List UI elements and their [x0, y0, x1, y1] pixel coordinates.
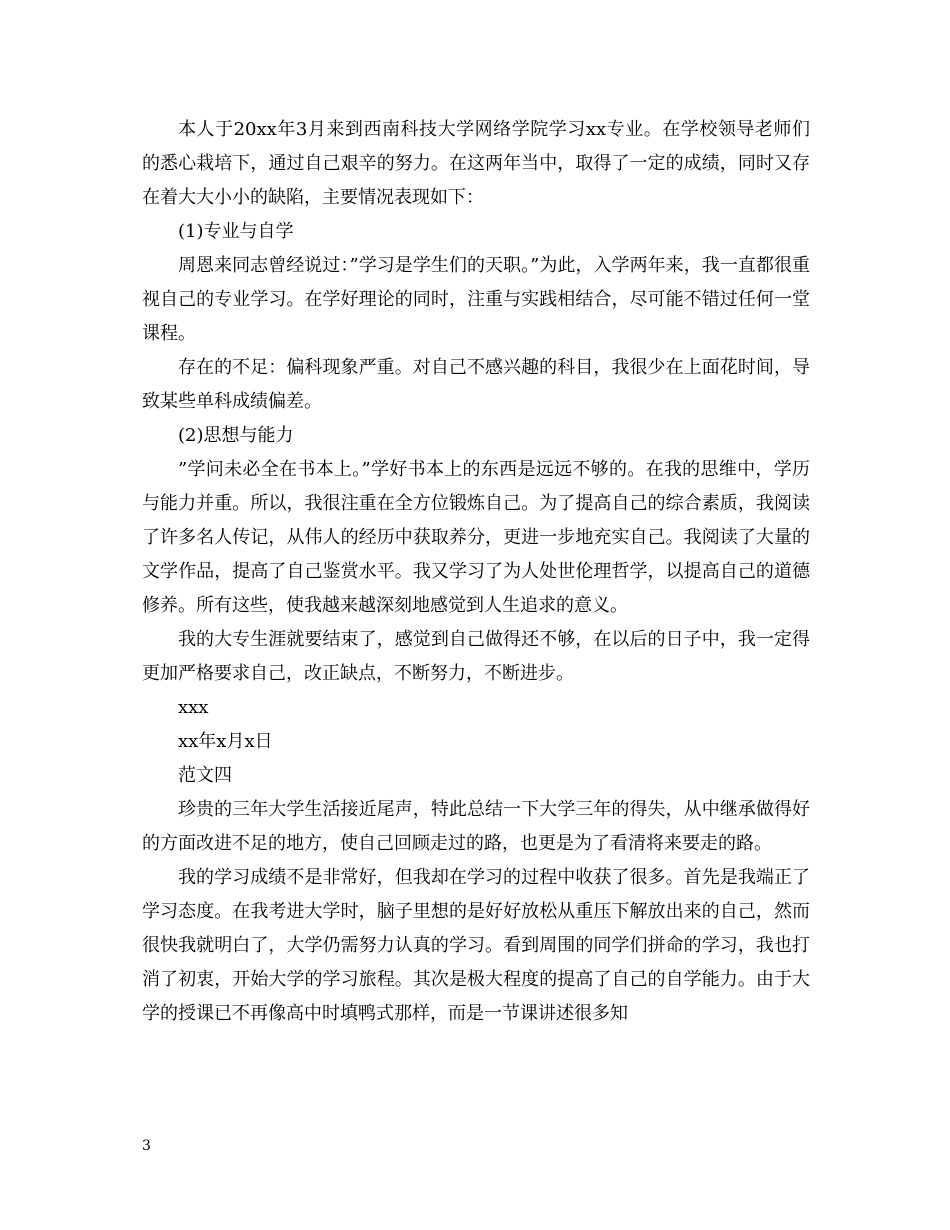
sample-heading: 范文四	[178, 765, 232, 786]
paragraph-sample-learning: 我的学习成绩不是非常好，但我却在学习的过程中收获了很多。首先是我端正了学习态度。在我考进大学时，脑子里想的是好好放松从重压下解放出来的自己，然而很快我就明白了，大学仍需努力认真的学习。看到周围的同学们拼命的学习，我也打消了初衷，开始大学的学习旅程。其次是极大程度的提高了自己的自学能力。由于大学的授课已不再像高中时填鸭式那样，而是一节课讲述很多知	[142, 867, 810, 1024]
paragraph-intro: 本人于20xx年3月来到西南科技大学网络学院学习xx专业。在学校领导老师们的悉心栽培下，通过自己艰辛的努力。在这两年当中，取得了一定的成绩，同时又存在着大大小小的缺陷，主要情况表现如下：	[142, 119, 810, 208]
paragraph-sample-intro: 珍贵的三年大学生活接近尾声，特此总结一下大学三年的得失，从中继承做得好的方面改进不足的地方，使自己回顾走过的路，也更是为了看清将来要走的路。	[142, 799, 810, 854]
page-number: 3	[142, 1138, 151, 1154]
section-heading-2: (2)思想与能力	[178, 425, 294, 446]
paragraph-study: 周恩来同志曾经说过：”学习是学生们的天职。”为此，入学两年来，我一直都很重视自己的专业学习。在学好理论的同时，注重与实践相结合，尽可能不错过任何一堂课程。	[142, 255, 810, 344]
body-text	[142, 113, 810, 1031]
section-heading-1: (1)专业与自学	[178, 221, 294, 242]
signature-name: xxx	[178, 697, 209, 718]
paragraph-shortcoming: 存在的不足：偏科现象严重。对自己不感兴趣的科目，我很少在上面花时间，导致某些单科成绩偏差。	[142, 357, 810, 412]
paragraph-ability: ”学问未必全在书本上。”学好书本上的东西是远远不够的。在我的思维中，学历与能力并重。所以，我很注重在全方位锻炼自己。为了提高自己的综合素质，我阅读了许多名人传记，从伟人的经历中获取养分，更进一步地充实自己。我阅读了大量的文学作品，提高了自己鉴赏水平。我又学习了为人处世伦理哲学，以提高自己的道德修养。所有这些，使我越来越深刻地感觉到人生追求的意义。	[142, 459, 810, 616]
paragraph-conclusion: 我的大专生涯就要结束了，感觉到自己做得还不够，在以后的日子中，我一定得更加严格要求自己，改正缺点，不断努力，不断进步。	[142, 629, 810, 684]
signature-date: xx年x月x日	[178, 731, 273, 752]
